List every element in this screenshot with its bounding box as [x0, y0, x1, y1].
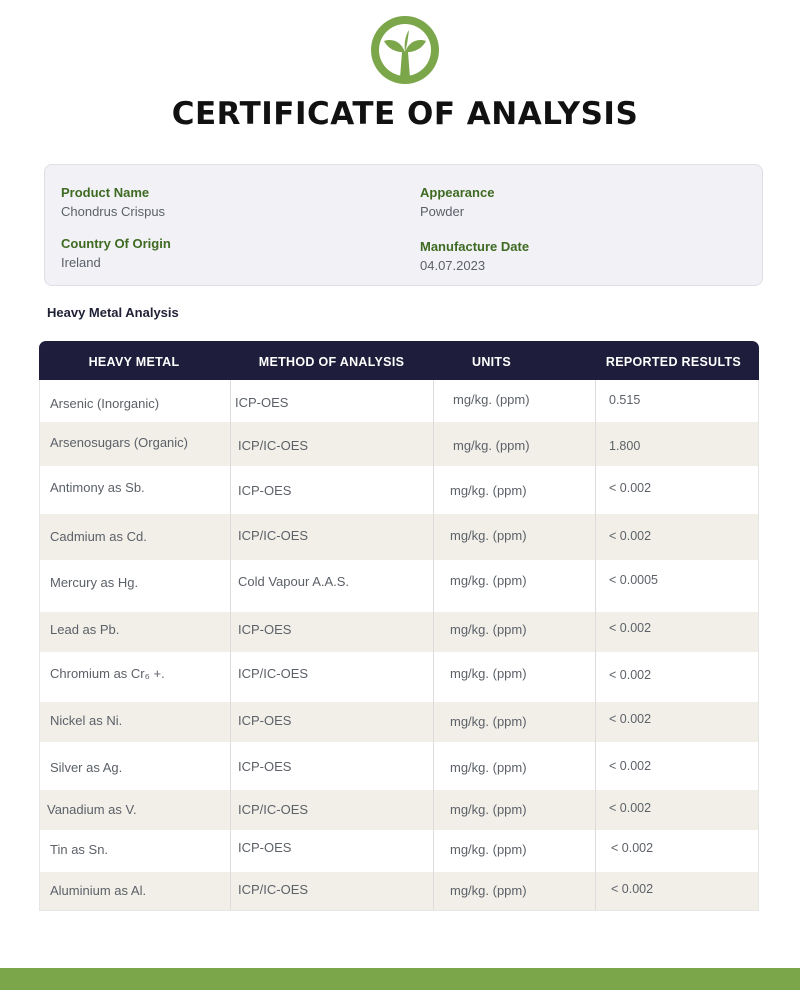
country-label: Country Of Origin [61, 236, 171, 251]
cell-metal: Antimony as Sb. [50, 480, 145, 495]
column-header-units: UNITS [472, 355, 511, 369]
product-info-card [44, 164, 763, 286]
page-title: CERTIFICATE OF ANALYSIS [171, 96, 639, 132]
column-header-results: REPORTED RESULTS [605, 355, 742, 369]
manufacture-date-label: Manufacture Date [420, 239, 530, 254]
cell-metal: Cadmium as Cd. [50, 529, 147, 544]
section-heading: Heavy Metal Analysis [47, 305, 179, 320]
cell-result: < 0.002 [609, 712, 652, 726]
cell-method: Cold Vapour A.A.S. [238, 574, 350, 589]
cell-units: mg/kg. (ppm) [453, 438, 530, 453]
product-name-label: Product Name [61, 185, 150, 200]
cell-method: ICP-OES [238, 840, 292, 855]
cell-metal: Vanadium as V. [47, 802, 137, 817]
cell-result: < 0.002 [609, 801, 652, 815]
cell-units: mg/kg. (ppm) [450, 666, 527, 681]
cell-units: mg/kg. (ppm) [450, 483, 527, 498]
cell-method: ICP-OES [238, 483, 292, 498]
table-row [39, 652, 759, 702]
cell-units: mg/kg. (ppm) [450, 573, 527, 588]
footer-bar [0, 968, 800, 990]
appearance-label: Appearance [420, 185, 495, 200]
cell-method: ICP-OES [238, 759, 292, 774]
cell-metal: Arsenosugars (Organic) [50, 435, 188, 450]
table-header [39, 341, 759, 380]
cell-result: < 0.002 [611, 841, 654, 855]
cell-method: ICP/IC-OES [238, 666, 309, 681]
appearance-value: Powder [420, 204, 465, 219]
cell-units: mg/kg. (ppm) [450, 622, 527, 637]
manufacture-date-value: 04.07.2023 [420, 258, 486, 273]
cell-units: mg/kg. (ppm) [450, 528, 527, 543]
cell-metal: Tin as Sn. [50, 842, 109, 857]
cell-metal: Lead as Pb. [50, 622, 120, 637]
table-row [39, 790, 759, 830]
cell-result: < 0.0005 [609, 573, 659, 587]
column-header-heavy-metal: HEAVY METAL [88, 355, 180, 369]
column-header-method: METHOD OF ANALYSIS [258, 355, 405, 369]
cell-metal: Silver as Ag. [50, 760, 123, 775]
cell-units: mg/kg. (ppm) [450, 714, 527, 729]
heavy-metal-table [39, 341, 759, 911]
cell-metal: Aluminium as Al. [50, 883, 147, 898]
cell-units: mg/kg. (ppm) [450, 883, 527, 898]
table-row [39, 872, 759, 911]
column-divider [433, 380, 434, 910]
column-divider [595, 380, 596, 910]
table-row [39, 702, 759, 742]
table-row [39, 514, 759, 560]
table-row [39, 380, 759, 422]
cell-metal: Nickel as Ni. [50, 713, 123, 728]
cell-result: < 0.002 [609, 668, 652, 682]
cell-result: < 0.002 [611, 882, 654, 896]
cell-method: ICP-OES [238, 622, 292, 637]
cell-method: ICP-OES [238, 713, 292, 728]
cell-metal: Chromium as Cr₆ +. [50, 666, 165, 681]
table-row [39, 560, 759, 612]
cell-metal: Mercury as Hg. [50, 575, 139, 590]
column-divider [230, 380, 231, 910]
cell-metal: Arsenic (Inorganic) [50, 396, 160, 411]
cell-result: < 0.002 [609, 481, 652, 495]
cell-result: < 0.002 [609, 759, 652, 773]
cell-method: ICP/IC-OES [238, 528, 309, 543]
table-row [39, 742, 759, 790]
product-name-value: Chondrus Crispus [61, 204, 166, 219]
cell-method: ICP/IC-OES [238, 802, 309, 817]
cell-result: < 0.002 [609, 621, 652, 635]
cell-units: mg/kg. (ppm) [450, 842, 527, 857]
cell-units: mg/kg. (ppm) [450, 760, 527, 775]
cell-result: 0.515 [609, 393, 641, 407]
table-row [39, 466, 759, 514]
cell-units: mg/kg. (ppm) [453, 392, 530, 407]
cell-result: 1.800 [609, 439, 641, 453]
sprout-logo-icon [371, 16, 439, 84]
cell-method: ICP/IC-OES [238, 438, 309, 453]
cell-result: < 0.002 [609, 529, 652, 543]
table-row [39, 612, 759, 652]
table-row [39, 830, 759, 872]
cell-method: ICP/IC-OES [238, 882, 309, 897]
cell-units: mg/kg. (ppm) [450, 802, 527, 817]
cell-method: ICP-OES [235, 395, 289, 410]
country-value: Ireland [61, 255, 101, 270]
table-row [39, 422, 759, 466]
